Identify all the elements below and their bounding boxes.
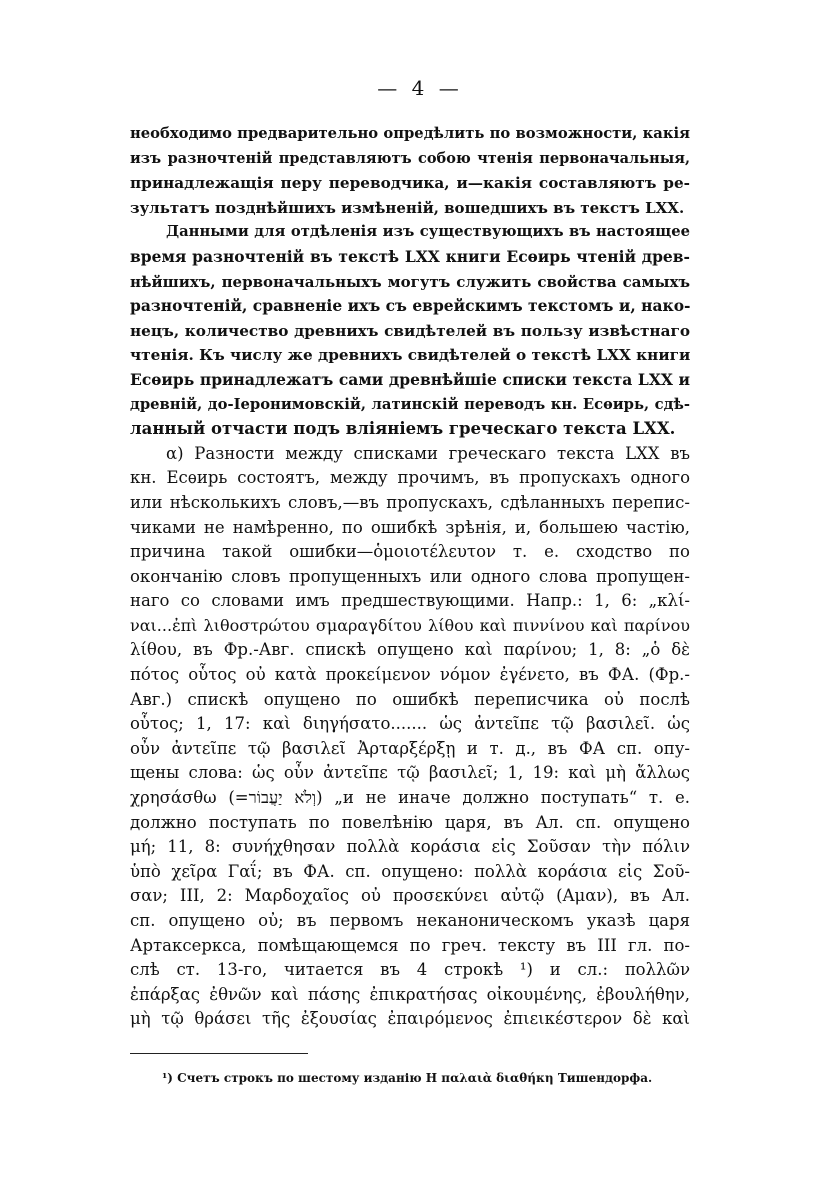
text-line: ἐπάρξας ἐθνῶν καὶ πάσης ἐπικρατήσας οἰκουμένης, ἐβουλήθην, [130,984,690,1004]
text-line: λίθου, въ Фр.-Авг. спискѣ опущено καὶ παρίνου; 1, 8: „ὁ δὲ [130,640,690,660]
text-line: должно поступать по повелѣнію царя, въ Ал. сп. опущено [130,812,690,832]
text-line: Артаксеркса, помѣщающемся по греч. тексту въ III гл. по- [130,935,690,955]
text-line: χρησάσθω (=וְלֹא יַעֲבוֹר) „и не иначе должно поступать“ т. е. [130,788,691,808]
text-line: необходимо предварительно опредѣлить по возможности, какія [130,125,690,142]
text-line: Авг.) спискѣ опущено по ошибкѣ переписчика οὐ послѣ [130,689,690,709]
text-line: πότος οὗτος οὐ κατὰ προκείμενον νόμον ἐγένετο, въ ФА. (Фр.- [130,665,690,685]
text-line: чтенія. Къ числу же древнихъ свидѣтелей о текстѣ LXX книги [130,346,691,365]
text-line: ланный отчасти подъ вліяніемъ греческаго текста LXX. [130,419,676,439]
footnote-rule [130,1053,308,1054]
text-line: время разночтеній въ текстѣ LXX книги Есѳирь чтеній древ- [130,246,690,266]
text-line: μὴ τῷ θράσει τῆς ἐξουσίας ἐπαιρόμενος ἐπιεικέστερον δὲ καὶ [130,1009,690,1029]
text-line: кн. Есѳирь состоятъ, между прочимъ, въ пропускахъ одного [130,468,690,488]
text-line: слѣ ст. 13-го, читается въ 4 строкѣ ¹) и сл.: πολλῶν [130,960,690,980]
text-line: Есѳирь принадлежатъ сами древнѣйшіе списки текста LXX и [130,369,690,389]
text-line: зультатъ позднѣйшихъ измѣненій, вошедшихъ въ текстъ LXX. [130,198,685,217]
text-line: Данными для отдѣленія изъ существующихъ въ настоящее [166,223,690,241]
text-line: чиками не намѣренно, по ошибкѣ зрѣнія, и, большею частію, [130,517,690,537]
text-line: μή; 11, 8: συνήχθησαν πολλὰ κοράσια εἰς Σοῦσαν τὴν πόλιν [130,837,690,857]
footnote: ¹) Счетъ строкъ по шестому изданію Η παλαιὰ διαθήκη Тишендорфа. [162,1071,653,1085]
text-line: σαν; III, 2: Μαρδοχαῖος οὐ προσεκύνει αὐτῷ (Αμαν), въ Ал. [130,886,690,906]
text-line: щены слова: ὡς οὖν ἀντεῖπε τῷ βασιλεῖ; 1, 19: καὶ μὴ ἄλλως [130,763,690,783]
text-line: οὖν ἀντεῖπε τῷ βασιλεῖ Ἀρταρξέρξῃ и т. д., въ ФА сп. опу- [130,738,690,758]
text-line: ναι...ἐπὶ λιθοστρώτου σμαραγδίτου λίθου καὶ πιννίνου καὶ παρίνου [130,615,690,635]
text-line: принадлежащія перу переводчика, и—какія составляютъ ре- [130,174,690,193]
page-number: — 4 — [377,76,463,100]
text-line: наго со словами имъ предшествующими. Напр.: 1, 6: „κλί- [130,591,690,611]
text-line: α) Разности между списками греческаго текста LXX въ [166,443,690,463]
text-line: изъ разночтеній представляютъ собою чтенія первоначальныя, [130,149,690,167]
body-text [130,122,690,1032]
text-line: причина такой ошибки—ὁμοιοτέλευτον т. е. сходство по [130,542,690,562]
text-line: древній, до-Іеронимовскій, латинскій переводъ кн. Есѳирь, сдѣ- [130,395,690,413]
text-line: нѣйшихъ, первоначальныхъ могутъ служить свойства самыхъ [130,272,690,291]
text-line: разночтеній, сравненіе ихъ съ еврейскимъ текстомъ и, нако- [130,296,691,316]
text-line: сп. опущено οὐ; въ первомъ неканоническомъ указѣ царя [130,911,690,930]
text-line: окончанію словъ пропущенныхъ или одного слова пропущен- [130,566,690,586]
text-line: нецъ, количество древнихъ свидѣтелей въ пользу извѣстнаго [130,321,690,340]
text-line: или нѣсколькихъ словъ,—въ пропускахъ, сдѣланныхъ перепис- [130,492,690,512]
text-line: ὑπὸ χεῖρα Γαΐ; въ ФА. сп. опущено: πολλὰ κοράσια εἰς Σοῦ- [130,861,690,881]
text-line: οὗτος; 1, 17: καὶ διηγήσατο....... ὡς ἀντεῖπε τῷ βασιλεῖ. ὡς [130,714,690,734]
